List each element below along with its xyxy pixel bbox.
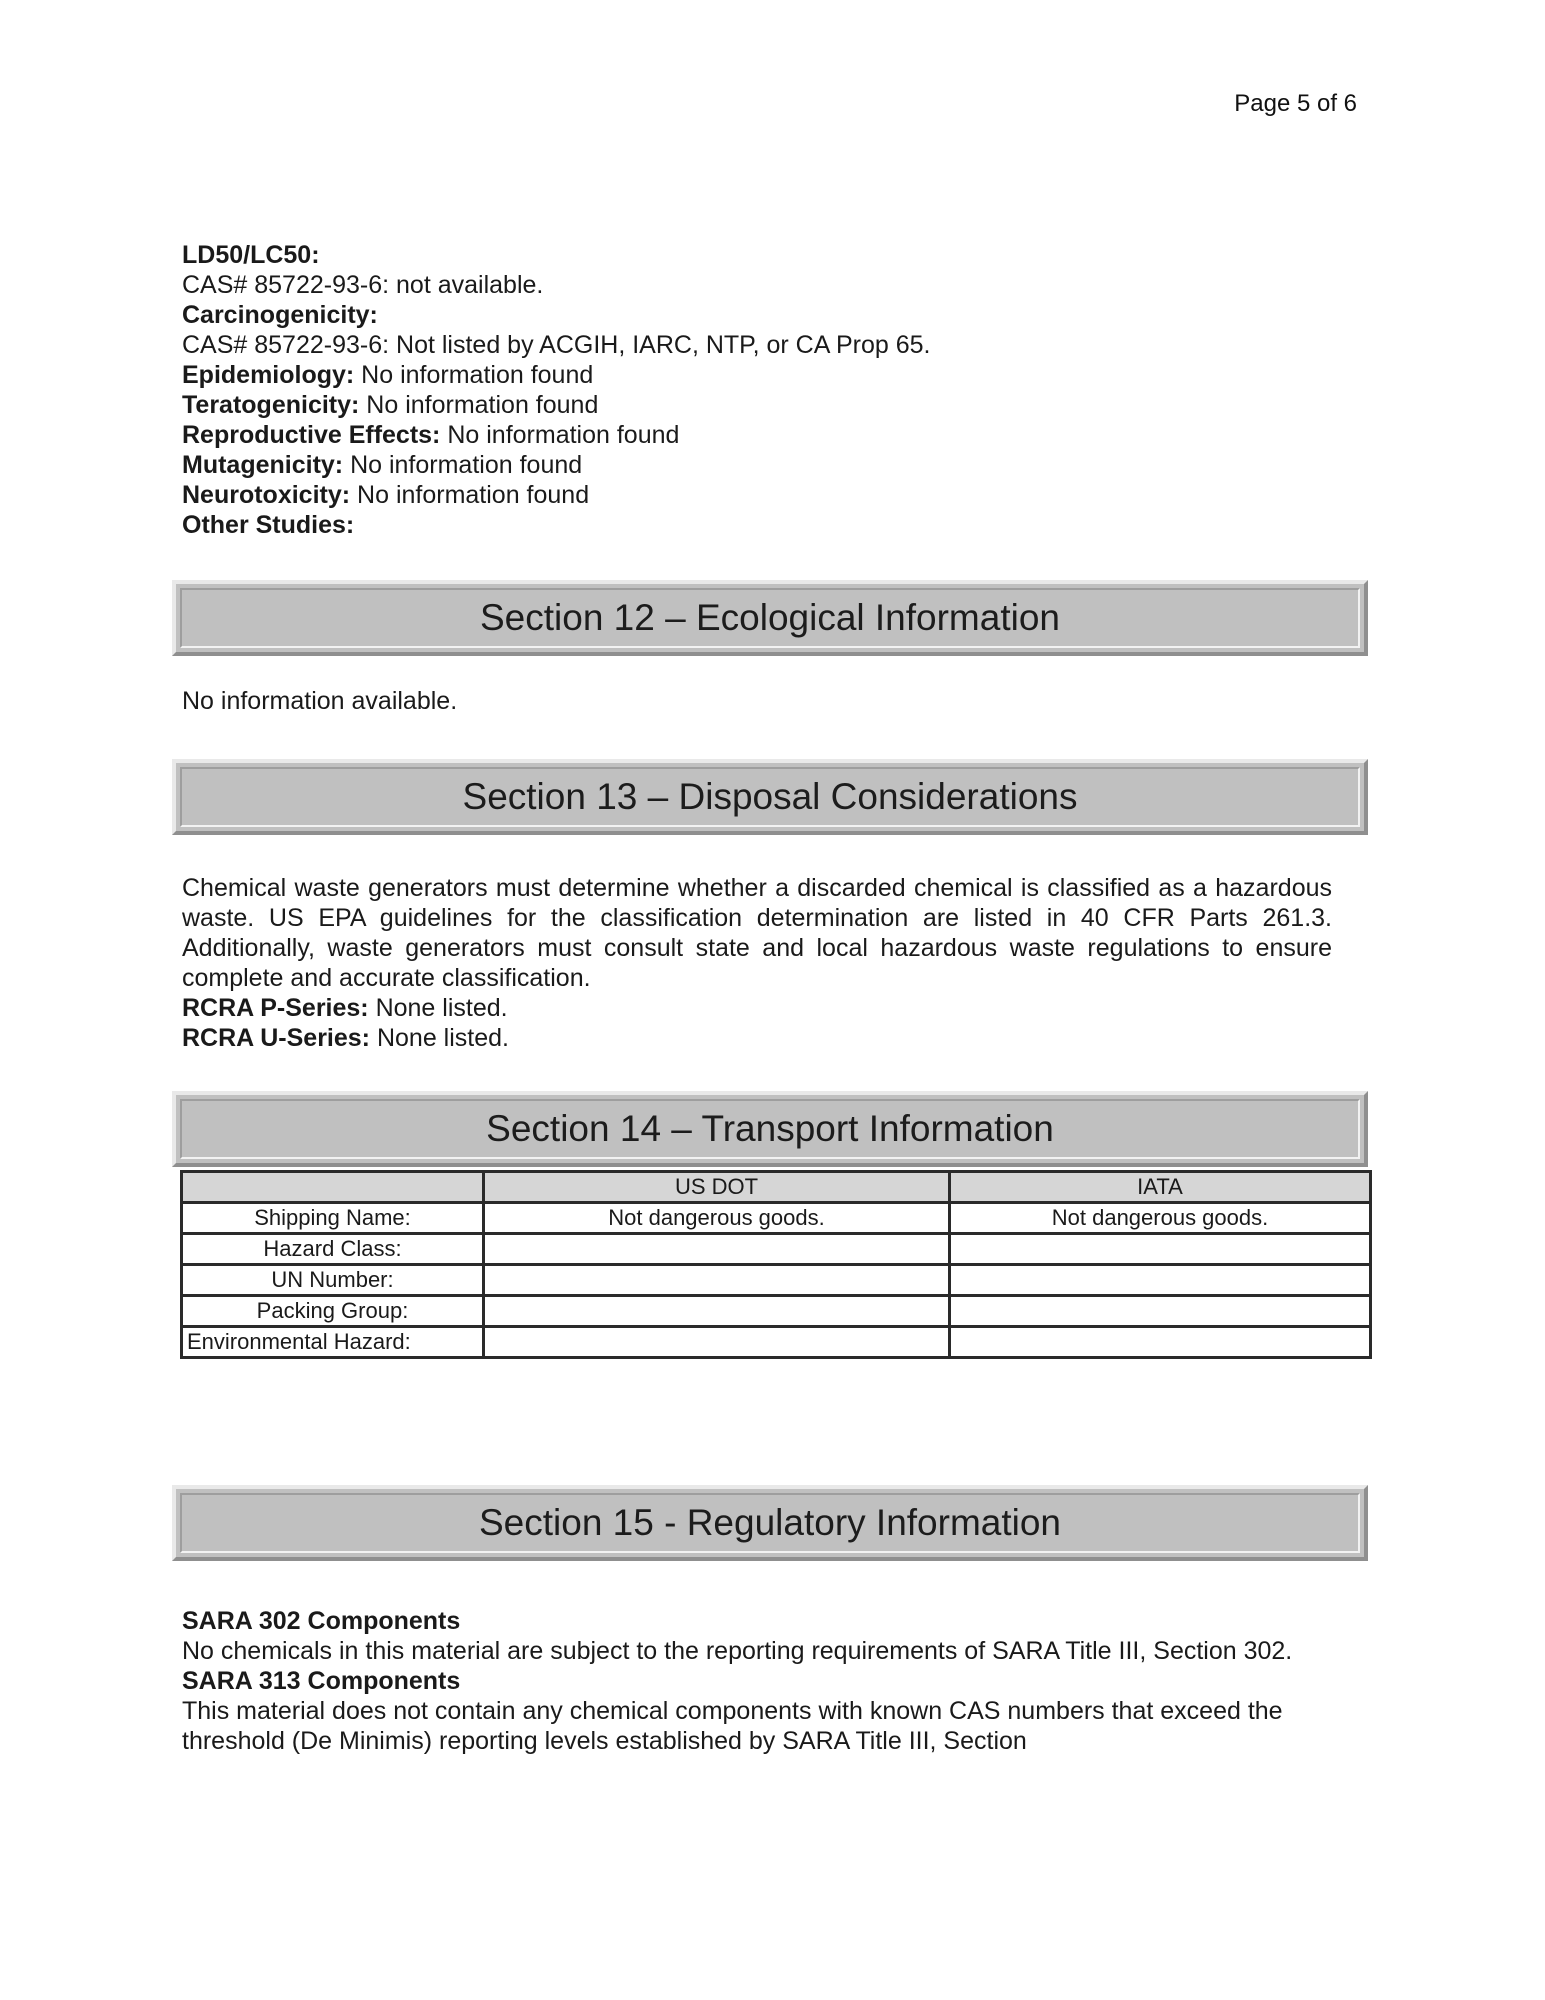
- section-12-title: Section 12 – Ecological Information: [479, 597, 1060, 638]
- table-header-cell: IATA: [950, 1172, 1371, 1203]
- table-row: [182, 1234, 1371, 1265]
- row-label: Shipping Name:: [182, 1203, 484, 1234]
- section-14-title: Section 14 – Transport Information: [486, 1108, 1054, 1149]
- usdot-cell: Not dangerous goods.: [484, 1203, 950, 1234]
- neurotoxicity-label: Neurotoxicity:: [182, 481, 351, 509]
- iata-cell: [950, 1296, 1371, 1327]
- rcra-p-value: None listed.: [368, 994, 508, 1022]
- iata-cell: [950, 1234, 1371, 1265]
- carcinogenicity-value: CAS# 85722-93-6: Not listed by ACGIH, IARC, NTP, or CA Prop 65.: [182, 331, 931, 359]
- page-number: Page 5 of 6: [1234, 90, 1357, 117]
- sara-313-label: SARA 313 Components: [182, 1667, 461, 1695]
- table-row: [182, 1203, 1371, 1234]
- section-15-title: Section 15 - Regulatory Information: [478, 1502, 1062, 1543]
- section-15-header: [172, 1485, 1368, 1561]
- mutagenicity-value: No information found: [343, 451, 583, 479]
- section-14-header: [172, 1091, 1368, 1167]
- iata-cell: Not dangerous goods.: [950, 1203, 1371, 1234]
- sara-302-text: No chemicals in this material are subject to the reporting requirements of SARA Title III, Section 302.: [182, 1637, 1293, 1665]
- reproductive-label: Reproductive Effects:: [182, 421, 441, 449]
- section-13-body: [182, 873, 1332, 1053]
- usdot-cell: [484, 1265, 950, 1296]
- row-label: Hazard Class:: [182, 1234, 484, 1265]
- section-12-body: [182, 686, 1362, 716]
- table-header-cell: US DOT: [484, 1172, 950, 1203]
- epidemiology-value: No information found: [354, 361, 594, 389]
- row-label: Environmental Hazard:: [182, 1327, 484, 1358]
- neurotoxicity-value: No information found: [350, 481, 590, 509]
- sara-313-text: This material does not contain any chemical components with known CAS numbers that exceed the threshold (De Minimis) reporting levels established by SARA Title III, Section: [182, 1697, 1283, 1755]
- usdot-cell: [484, 1234, 950, 1265]
- table-row: [182, 1296, 1371, 1327]
- table-row: [182, 1327, 1371, 1358]
- iata-cell: [950, 1265, 1371, 1296]
- sara-302-label: SARA 302 Components: [182, 1607, 461, 1635]
- row-label: UN Number:: [182, 1265, 484, 1296]
- rcra-p-label: RCRA P-Series:: [182, 994, 369, 1022]
- mutagenicity-label: Mutagenicity:: [182, 451, 344, 479]
- rcra-u-value: None listed.: [370, 1024, 509, 1052]
- row-label: Packing Group:: [182, 1296, 484, 1327]
- ld50-value: CAS# 85722-93-6: not available.: [182, 271, 544, 299]
- rcra-u-label: RCRA U-Series:: [182, 1024, 371, 1052]
- table-row: [182, 1265, 1371, 1296]
- table-header-cell: [182, 1172, 484, 1203]
- reproductive-value: No information found: [440, 421, 680, 449]
- toxicology-block: [182, 240, 1362, 540]
- other-studies-label: Other Studies:: [182, 511, 355, 539]
- section-12-text: No information available.: [182, 687, 458, 715]
- section-13-title: Section 13 – Disposal Considerations: [462, 776, 1078, 817]
- section-15-body: [182, 1606, 1332, 1756]
- carcinogenicity-label: Carcinogenicity:: [182, 301, 378, 329]
- teratogenicity-value: No information found: [359, 391, 599, 419]
- teratogenicity-label: Teratogenicity:: [182, 391, 360, 419]
- section-13-header: [172, 759, 1368, 835]
- epidemiology-label: Epidemiology:: [182, 361, 355, 389]
- disposal-text: Chemical waste generators must determine whether a discarded chemical is classified as a hazardous waste. US EPA guidelines for the classification determination are listed in 40 CFR Parts 261.3. Additionally, waste generators must consult state and local hazardous waste regulations to ensure complete and accurate classification.: [182, 874, 1332, 992]
- usdot-cell: [484, 1327, 950, 1358]
- ld50-label: LD50/LC50:: [182, 241, 320, 269]
- usdot-cell: [484, 1296, 950, 1327]
- section-12-header: [172, 580, 1368, 656]
- table-header-row: [182, 1172, 1371, 1203]
- transport-table: [180, 1170, 1372, 1359]
- iata-cell: [950, 1327, 1371, 1358]
